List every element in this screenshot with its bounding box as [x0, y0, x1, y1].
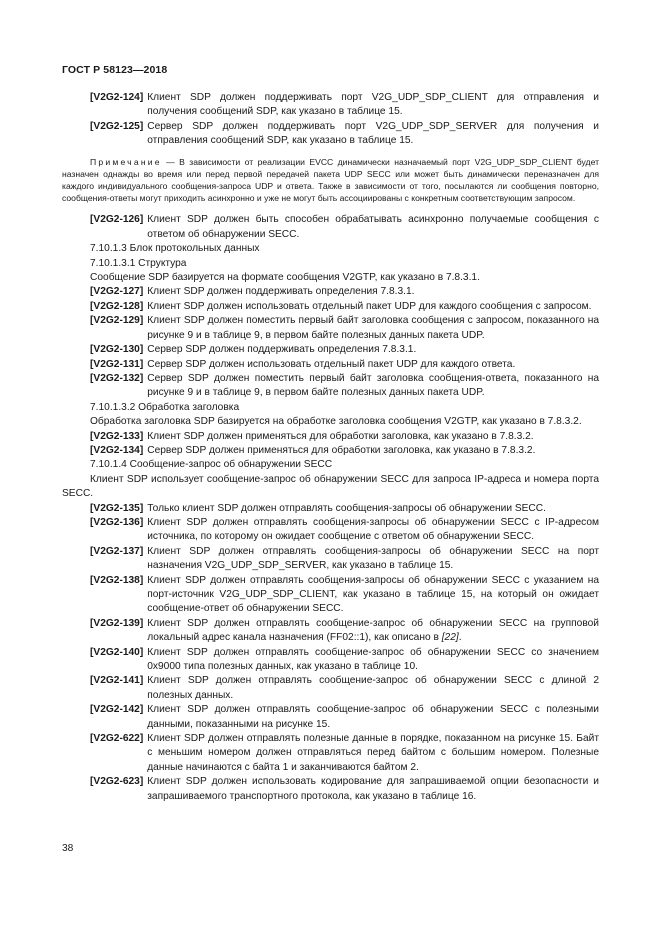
requirement-item	[62, 285, 599, 299]
page-body	[62, 91, 599, 804]
requirement-item	[62, 617, 599, 646]
requirement-text-part: .	[458, 632, 462, 644]
requirement-item	[62, 545, 599, 574]
requirement-text: Клиент SDP должен поместить первый байт заголовка сообщения с запросом, показанного на рисунке 9 и в таблице 9, в первом байте полезных данных пакета UDP.	[147, 315, 599, 341]
note-paragraph	[62, 156, 599, 205]
section-heading: 7.10.1.3 Блок протокольных данных	[90, 243, 260, 255]
requirement-text: Клиент SDP должен отправлять сообщения-запросы об обнаружении SECC с IP-адресом источника, по которому он ожидает сообщение с ответом об обнаружении SECC.	[147, 516, 599, 543]
standard-header: ГОСТ Р 58123—2018	[62, 64, 168, 76]
requirement-code: [V2G2-139]	[90, 617, 144, 629]
requirement-item	[62, 358, 599, 372]
requirement-text: Клиент SDP должен использовать отдельный пакет UDP для каждого сообщения с запросом.	[147, 300, 592, 312]
requirement-code: [V2G2-622]	[90, 733, 144, 745]
requirement-code: [V2G2-131]	[90, 358, 144, 370]
requirement-text: Клиент SDP должен отправлять сообщение-запрос об обнаружении SECC с длиной 2 полезных данных.	[147, 675, 599, 701]
body-paragraph: Сообщение SDP базируется на формате сообщения V2GTP, как указано в 7.8.3.1.	[90, 272, 480, 284]
requirement-code: [V2G2-128]	[90, 300, 144, 312]
requirement-text: Клиент SDP должен отправлять полезные данные в порядке, показанном на рисунке 15. Байт с меньшим номером должен отправляться перед байтом с большим номером. Полезные данные начинаются с байта 1 и заканчиваются байтом 2.	[147, 733, 599, 773]
requirement-text: Сервер SDP должен поддерживать порт V2G_UDP_SDP_SERVER для получения и отправления сообщений SDP, как указано в таблице 15.	[147, 120, 599, 147]
requirement-text-part: Клиент SDP должен отправлять сообщение-запрос об обнаружении SECC на групповой локальный адрес канала назначения (FF02::1), как описано в	[147, 617, 599, 644]
requirement-code: [V2G2-138]	[90, 574, 144, 586]
requirement-text: Сервер SDP должен применяться для обработки заголовка, как указано в 7.8.3.2.	[147, 444, 536, 456]
requirement-item	[62, 430, 599, 444]
requirement-text: Клиент SDP должен быть способен обрабатывать асинхронно получаемые сообщения с ответом об обнаружении SECC.	[147, 214, 599, 240]
requirement-text: Только клиент SDP должен отправлять сообщения-запросы об обнаружении SECC.	[147, 502, 546, 514]
requirement-text: Клиент SDP должен поддерживать определения 7.8.3.1.	[147, 286, 415, 298]
requirement-text: Клиент SDP должен применяться для обработки заголовка, как указано в 7.8.3.2.	[147, 430, 534, 442]
requirement-code: [V2G2-134]	[90, 444, 144, 456]
requirement-code: [V2G2-125]	[90, 120, 144, 132]
requirement-item	[62, 516, 599, 545]
section-heading: 7.10.1.3.1 Структура	[90, 257, 187, 269]
requirement-text: Сервер SDP должен поддерживать определения 7.8.3.1.	[147, 344, 417, 356]
requirement-code: [V2G2-140]	[90, 646, 144, 658]
requirement-item	[62, 120, 599, 149]
requirement-code: [V2G2-130]	[90, 344, 144, 356]
requirement-item	[62, 775, 599, 804]
requirement-item	[62, 444, 599, 458]
requirement-item	[62, 646, 599, 675]
requirement-code: [V2G2-623]	[90, 776, 144, 788]
requirement-text: Клиент SDP должен отправлять сообщение-запрос об обнаружении SECC с полезными данными, показанными на рисунке 15.	[147, 704, 599, 730]
requirement-item	[62, 574, 599, 617]
requirement-item	[62, 502, 599, 516]
requirement-text	[143, 617, 599, 646]
requirement-code: [V2G2-135]	[90, 502, 144, 514]
requirement-code: [V2G2-127]	[90, 286, 144, 298]
requirement-code: [V2G2-124]	[90, 92, 144, 103]
requirement-code: [V2G2-132]	[90, 372, 144, 384]
section-heading: 7.10.1.3.2 Обработка заголовка	[90, 401, 240, 413]
requirement-item	[62, 674, 599, 703]
requirement-item	[62, 91, 599, 120]
requirement-text: Клиент SDP должен использовать кодирование для запрашиваемой опции безопасности и запрашиваемого транспортного протокола, как указано в таблице 16.	[147, 776, 599, 802]
requirement-text: Сервер SDP должен поместить первый байт заголовка сообщения-ответа, показанного на рисунке 9 и в таблице 9, в первом байте полезных данных пакета UDP.	[147, 372, 599, 399]
requirement-code: [V2G2-142]	[90, 704, 144, 716]
requirement-item	[62, 372, 599, 401]
requirement-item	[62, 300, 599, 314]
requirement-code: [V2G2-141]	[90, 675, 144, 687]
body-paragraph: Клиент SDP использует сообщение-запрос об обнаружении SECC для запроса IP-адреса и номера порта SECC.	[62, 473, 599, 500]
page-number: 38	[62, 843, 74, 854]
requirement-item	[62, 343, 599, 357]
body-paragraph: Обработка заголовка SDP базируется на обработке заголовка сообщения V2GTP, как указано в 7.8.3.2.	[90, 416, 582, 428]
requirement-text: Клиент SDP должен отправлять сообщения-запросы об обнаружении SECC с указанием на порт-источник V2G_UDP_SDP_CLIENT, как указано в таблице 15, на который он ожидает сообщение-ответ об обнаружении SECC.	[147, 574, 599, 615]
note-text: — В зависимости от реализации EVCC динамически назначаемый порт V2G_UDP_SDP_CLIENT будет назначен однажды во время или перед первой передачей пакета UDP SECC или может быть динамически переназначен для каждого индивидуального сообщения-запроса UDP и ответа. Также в зависимости от того, посылаются ли сообщения повторно, сообщения-ответы могут приходить асинхронно и уже не могут быть ассоциированы с конкретным соответствующим запросом.	[62, 156, 599, 204]
requirement-item	[62, 703, 599, 732]
requirement-code: [V2G2-136]	[90, 516, 144, 528]
requirement-text: Клиент SDP должен отправлять сообщение-запрос об обнаружении SECC со значением 0x9000 типа полезных данных, как указано в таблице 10.	[147, 646, 599, 673]
bibliography-reference: [22]	[441, 632, 459, 644]
requirement-code: [V2G2-129]	[90, 315, 144, 327]
requirement-text: Клиент SDP должен отправлять сообщения-запросы об обнаружении SECC на порт назначения V2G_UDP_SDP_SERVER, как указано в таблице 15.	[147, 545, 599, 572]
requirement-item	[62, 732, 599, 775]
requirement-item	[62, 213, 599, 242]
requirement-code: [V2G2-126]	[90, 214, 144, 226]
requirement-code: [V2G2-137]	[90, 545, 144, 557]
requirement-text: Сервер SDP должен использовать отдельный пакет UDP для каждого ответа.	[147, 358, 516, 370]
requirement-text: Клиент SDP должен поддерживать порт V2G_UDP_SDP_CLIENT для отправления и получения сообщений SDP, как указано в таблице 15.	[147, 92, 599, 118]
section-heading: 7.10.1.4 Сообщение-запрос об обнаружении SECC	[90, 459, 333, 471]
requirement-item	[62, 314, 599, 343]
requirement-code: [V2G2-133]	[90, 430, 144, 442]
note-label: Примечание	[90, 156, 162, 167]
